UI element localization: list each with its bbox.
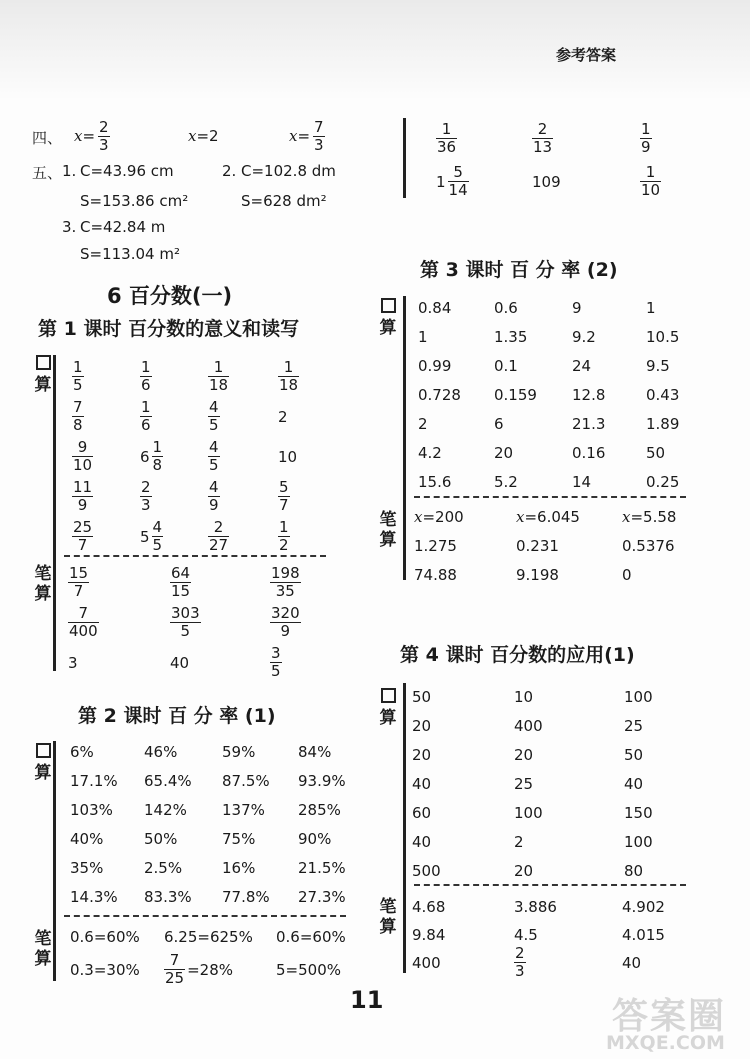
- answer-value: 4.015: [622, 926, 665, 944]
- answer-value: 20: [412, 746, 432, 764]
- lesson2-written-label: 笔 算: [34, 929, 52, 969]
- denominator: 15: [171, 582, 191, 600]
- fraction-answer: [208, 519, 229, 554]
- denominator: 35: [275, 582, 295, 600]
- numerator: 2: [537, 120, 548, 138]
- answer-value: 46%: [144, 743, 178, 761]
- answer-value: 1.89: [646, 415, 680, 433]
- fraction-answer: [208, 399, 220, 434]
- answer-value: 17.1%: [70, 772, 118, 790]
- q5-2-area: S=628 dm²: [241, 192, 327, 210]
- answer-value: 1: [418, 328, 428, 346]
- fraction: [436, 121, 457, 156]
- answer-value: 0.99: [418, 357, 452, 375]
- denominator: 13: [533, 138, 553, 156]
- whole-part: 6: [140, 447, 150, 466]
- mixed-number: [436, 164, 469, 199]
- q5-2-number: 2.: [222, 162, 237, 180]
- fraction-answer: [532, 121, 553, 156]
- answer-value: 4.5: [514, 926, 538, 944]
- denominator: 2: [279, 536, 289, 554]
- answer-value: 24: [572, 357, 592, 375]
- answer-value: 9.84: [412, 926, 446, 944]
- answer-value: 35%: [70, 859, 104, 877]
- denominator: 25: [165, 969, 185, 987]
- q4-label: 四、: [32, 129, 63, 147]
- answer-value: 2: [514, 833, 524, 851]
- answer-value: 1.35: [494, 328, 528, 346]
- oral-label-suan: 算: [34, 375, 52, 395]
- watermark-url: MXQE.COM: [606, 1032, 725, 1054]
- answer-value: 75%: [222, 830, 256, 848]
- fraction-answer: [170, 565, 191, 600]
- denominator: 36: [437, 138, 457, 156]
- answer-value: x=200: [414, 508, 464, 526]
- answer-value: 150: [624, 804, 653, 822]
- numerator: 1: [283, 358, 294, 376]
- fraction-answer: [278, 479, 290, 514]
- fraction-answer: [270, 565, 301, 600]
- denominator: 6: [141, 376, 151, 394]
- answer-value: 0.3=30%: [70, 961, 140, 979]
- denominator: 6: [141, 416, 151, 434]
- header-title: 参考答案: [556, 46, 617, 64]
- q4-c-prefix: x=: [289, 127, 311, 145]
- denominator: 5: [73, 376, 83, 394]
- answer-value: 6%: [70, 743, 94, 761]
- q5-2-circumference: C=102.8 dm: [241, 162, 336, 180]
- lesson2-bracket: [53, 741, 56, 981]
- lesson4-divider: [414, 884, 686, 886]
- lesson2-divider: [64, 915, 346, 917]
- fraction-answer: [68, 565, 89, 600]
- fraction: [72, 359, 84, 394]
- answer-value: 20: [494, 444, 514, 462]
- answer-value: 400: [412, 954, 441, 972]
- answer-value: 50: [624, 746, 644, 764]
- answer-value: 20: [514, 746, 534, 764]
- numerator: 15: [69, 564, 89, 582]
- answer-value: 0.6=60%: [276, 928, 346, 946]
- fraction-answer: [72, 399, 84, 434]
- denominator: 18: [209, 376, 229, 394]
- answer-value: 14.3%: [70, 888, 118, 906]
- answer-value: 50: [646, 444, 666, 462]
- fraction: [208, 359, 229, 394]
- fraction-answer: [170, 605, 201, 640]
- answer-value: 100: [624, 833, 653, 851]
- lesson1-divider: [64, 555, 326, 557]
- numerator: 1: [213, 358, 224, 376]
- answer-value: 0.728: [418, 386, 461, 404]
- fraction: [170, 565, 191, 600]
- answer-value: 0.1: [494, 357, 518, 375]
- denominator: 5: [271, 662, 281, 680]
- fraction-answer: [208, 479, 220, 514]
- chapter-title: 6 百分数(一): [107, 284, 233, 308]
- fraction: [140, 399, 152, 434]
- q5-3-circumference: C=42.84 m: [80, 218, 166, 236]
- fraction: [208, 519, 229, 554]
- fraction: [164, 952, 185, 987]
- denominator: 5: [209, 456, 219, 474]
- answer-value: 27.3%: [298, 888, 346, 906]
- whole-part: 5: [140, 527, 150, 546]
- answer-value: 74.88: [414, 566, 457, 584]
- lesson4-title: 第 4 课时 百分数的应用(1): [400, 644, 635, 666]
- answer-value: 285%: [298, 801, 341, 819]
- lesson1-written-label: 笔 算: [34, 564, 52, 604]
- fraction-answer: [72, 479, 93, 514]
- answer-value: 9.2: [572, 328, 596, 346]
- answer-value: 142%: [144, 801, 187, 819]
- answer-value: 60: [412, 804, 432, 822]
- answer-value: 21.3: [572, 415, 606, 433]
- answer-value: 0.43: [646, 386, 680, 404]
- fraction: [140, 359, 152, 394]
- answer-value: 77.8%: [222, 888, 270, 906]
- answer-value: 40%: [70, 830, 104, 848]
- fraction-answer: [436, 121, 457, 156]
- answer-value: 40: [412, 775, 432, 793]
- fraction: [514, 945, 526, 980]
- fraction-answer: [208, 439, 220, 474]
- denominator: 7: [279, 496, 289, 514]
- fraction: [170, 605, 201, 640]
- fraction-answer: [140, 479, 152, 514]
- fraction: [208, 439, 220, 474]
- answer-value: 0.6=60%: [70, 928, 140, 946]
- fraction: [72, 399, 84, 434]
- fraction: [72, 519, 93, 554]
- numerator: 4: [209, 398, 219, 416]
- answer-value: 25: [514, 775, 534, 793]
- numerator: 320: [271, 604, 300, 622]
- denominator: 10: [641, 181, 661, 199]
- lesson3-written-label: 笔 算: [379, 510, 397, 550]
- fraction-answer: [208, 359, 229, 394]
- answer-value: 1: [646, 299, 656, 317]
- numerator: 1: [152, 438, 163, 456]
- numerator: 5: [279, 478, 289, 496]
- denominator: 8: [152, 456, 163, 474]
- answer-value: 84%: [298, 743, 332, 761]
- fraction: [278, 479, 290, 514]
- numerator: 1: [279, 518, 289, 536]
- answer-value: 50: [412, 688, 432, 706]
- watermark-logo: 答案圈: [612, 996, 727, 1037]
- fraction-answer: [72, 439, 93, 474]
- fraction-answer: [68, 605, 99, 640]
- q4-a-prefix: x=: [74, 127, 96, 145]
- answer-value: 109: [532, 173, 561, 191]
- answer-value: 6.25=625%: [164, 928, 253, 946]
- fraction: [270, 645, 282, 680]
- answer-value: 4.68: [412, 898, 446, 916]
- fraction: [72, 439, 93, 474]
- answer-value: x=6.045: [516, 508, 580, 526]
- answer-value: 90%: [298, 830, 332, 848]
- numerator: 198: [271, 564, 300, 582]
- denominator: 5: [152, 536, 163, 554]
- numerator: 4: [209, 478, 219, 496]
- fraction-answer: [278, 519, 290, 554]
- answer-value: 40: [622, 954, 642, 972]
- fraction: [532, 121, 553, 156]
- answer-value: 40: [170, 654, 190, 672]
- q5-label: 五、: [32, 164, 63, 182]
- answer-value: 4.902: [622, 898, 665, 916]
- numerator: 7: [73, 398, 83, 416]
- q5-1-number: 1.: [62, 162, 77, 180]
- answer-value: 65.4%: [144, 772, 192, 790]
- answer-value: 21.5%: [298, 859, 346, 877]
- denominator: 27: [209, 536, 229, 554]
- numerator: 64: [171, 564, 191, 582]
- lesson3-title: 第 3 课时 百 分 率 (2): [420, 259, 618, 281]
- answer-value: 3: [68, 654, 78, 672]
- fraction: [68, 565, 89, 600]
- suffix: =28%: [187, 960, 234, 979]
- q4-b: x=2: [188, 127, 219, 145]
- answer-value: 103%: [70, 801, 113, 819]
- answer-value: 0.25: [646, 473, 680, 491]
- whole-part: 1: [436, 172, 446, 191]
- answer-value: 40: [624, 775, 644, 793]
- numerator: 3: [271, 644, 281, 662]
- numerator: 25: [73, 518, 93, 536]
- denominator: 5: [180, 622, 191, 640]
- denominator: 9: [209, 496, 219, 514]
- q5-1-circumference: C=43.96 cm: [80, 162, 174, 180]
- lesson1-bracket: [53, 355, 56, 671]
- answer-value: x=5.58: [622, 508, 677, 526]
- answer-value: 6: [494, 415, 504, 433]
- answer-value: 2: [418, 415, 428, 433]
- lesson4-bracket: [403, 683, 406, 973]
- q5-3-area: S=113.04 m²: [80, 245, 180, 263]
- box-icon: [36, 355, 51, 370]
- lesson3-divider: [414, 496, 686, 498]
- answer-value: 83.3%: [144, 888, 192, 906]
- answer-value: 80: [624, 862, 644, 880]
- fraction: [208, 399, 220, 434]
- denominator: 7: [73, 582, 84, 600]
- fraction: [72, 479, 93, 514]
- denominator: 10: [73, 456, 93, 474]
- answer-value: 1.275: [414, 537, 457, 555]
- fraction-answer: [640, 164, 661, 199]
- answer-value: 9: [572, 299, 582, 317]
- numerator: 4: [209, 438, 219, 456]
- fraction: [640, 121, 652, 156]
- fraction: [270, 605, 301, 640]
- numerator: 11: [73, 478, 93, 496]
- answer-value: 3.886: [514, 898, 557, 916]
- answer-value: 9.198: [516, 566, 559, 584]
- answer-value: 400: [514, 717, 543, 735]
- answer-value: 4.2: [418, 444, 442, 462]
- fraction: [140, 479, 152, 514]
- fraction: [68, 605, 99, 640]
- answer-value: 20: [412, 717, 432, 735]
- numerator: 1: [441, 120, 452, 138]
- denominator: 9: [641, 138, 651, 156]
- answer-value: 5.2: [494, 473, 518, 491]
- answer-value: 10: [278, 448, 298, 466]
- denominator: 18: [279, 376, 299, 394]
- box-icon: [381, 298, 396, 313]
- fraction: [152, 439, 164, 474]
- denominator: 7: [77, 536, 88, 554]
- lesson2-oral-label: 算: [33, 743, 53, 783]
- denominator: 400: [69, 622, 98, 640]
- answer-value: 0.159: [494, 386, 537, 404]
- answer-value: 100: [624, 688, 653, 706]
- fraction: [640, 164, 661, 199]
- answer-value: 14: [572, 473, 592, 491]
- top-right-bracket: [403, 118, 406, 198]
- numerator: 1: [141, 358, 151, 376]
- fraction-answer: [72, 519, 93, 554]
- page-number: 11: [350, 986, 384, 1014]
- q4-a-fraction: 2 3: [99, 118, 109, 154]
- fraction: [278, 359, 299, 394]
- answer-value: 9.5: [646, 357, 670, 375]
- q5-1-area: S=153.86 cm²: [80, 192, 189, 210]
- lesson3-bracket: [403, 296, 406, 580]
- fraction-answer: [514, 945, 526, 980]
- q4-c-fraction: 7 3: [314, 118, 324, 154]
- mixed-number: [140, 519, 163, 554]
- denominator: 3: [141, 496, 151, 514]
- answer-value: 5=500%: [276, 961, 341, 979]
- numerator: 4: [152, 518, 163, 536]
- answer-value: 500: [412, 862, 441, 880]
- lesson1-oral-label: [33, 355, 53, 395]
- denominator: 14: [448, 181, 468, 199]
- answer-value: 0.231: [516, 537, 559, 555]
- answer-value: 2.5%: [144, 859, 183, 877]
- answer-value: 0.16: [572, 444, 606, 462]
- q5-3-number: 3.: [62, 218, 77, 236]
- answer-value: 40: [412, 833, 432, 851]
- lesson4-written-label: 笔 算: [379, 897, 397, 937]
- answer-value: 100: [514, 804, 543, 822]
- answer-value: 50%: [144, 830, 178, 848]
- box-icon: [381, 688, 396, 703]
- answer-value: 2: [278, 408, 288, 426]
- fraction-answer: [270, 605, 301, 640]
- fraction: [270, 565, 301, 600]
- fraction-answer: [270, 645, 282, 680]
- answer-value: 12.8: [572, 386, 606, 404]
- answer-value: 10: [514, 688, 534, 706]
- lesson4-oral-label: 算: [378, 688, 398, 728]
- lesson1-title: 第 1 课时 百分数的意义和读写: [38, 318, 300, 340]
- numerator: 1: [141, 398, 151, 416]
- numerator: 2: [141, 478, 151, 496]
- mixed-number: [140, 439, 163, 474]
- fraction-answer: [140, 399, 152, 434]
- numerator: 2: [515, 944, 525, 962]
- fraction: [448, 164, 469, 199]
- answer-value: 0: [622, 566, 632, 584]
- numerator: 7: [78, 604, 89, 622]
- box-icon: [36, 743, 51, 758]
- fraction-answer: [278, 359, 299, 394]
- fraction: [278, 519, 290, 554]
- denominator: 3: [515, 962, 525, 980]
- numerator: 1: [645, 163, 656, 181]
- numerator: 7: [169, 951, 180, 969]
- numerator: 2: [213, 518, 224, 536]
- answer-value: 25: [624, 717, 644, 735]
- fraction-answer: [640, 121, 652, 156]
- fraction-answer: [164, 952, 233, 987]
- denominator: 8: [73, 416, 83, 434]
- header-band: [0, 0, 750, 100]
- numerator: 303: [171, 604, 200, 622]
- answer-value: 137%: [222, 801, 265, 819]
- fraction-answer: [72, 359, 84, 394]
- numerator: 9: [77, 438, 88, 456]
- answer-value: 16%: [222, 859, 256, 877]
- fraction: [152, 519, 164, 554]
- numerator: 1: [73, 358, 83, 376]
- lesson3-oral-label: 算: [378, 298, 398, 338]
- denominator: 9: [77, 496, 88, 514]
- answer-value: 20: [514, 862, 534, 880]
- answer-value: 59%: [222, 743, 256, 761]
- numerator: 1: [641, 120, 651, 138]
- answer-value: 0.6: [494, 299, 518, 317]
- numerator: 5: [453, 163, 463, 181]
- answer-value: 15.6: [418, 473, 452, 491]
- fraction-answer: [140, 359, 152, 394]
- answer-value: 10.5: [646, 328, 680, 346]
- lesson2-title: 第 2 课时 百 分 率 (1): [78, 705, 276, 727]
- answer-value: 0.84: [418, 299, 452, 317]
- denominator: 5: [209, 416, 219, 434]
- answer-value: 0.5376: [622, 537, 675, 555]
- answer-value: 87.5%: [222, 772, 270, 790]
- denominator: 9: [280, 622, 291, 640]
- fraction: [208, 479, 220, 514]
- answer-value: 93.9%: [298, 772, 346, 790]
